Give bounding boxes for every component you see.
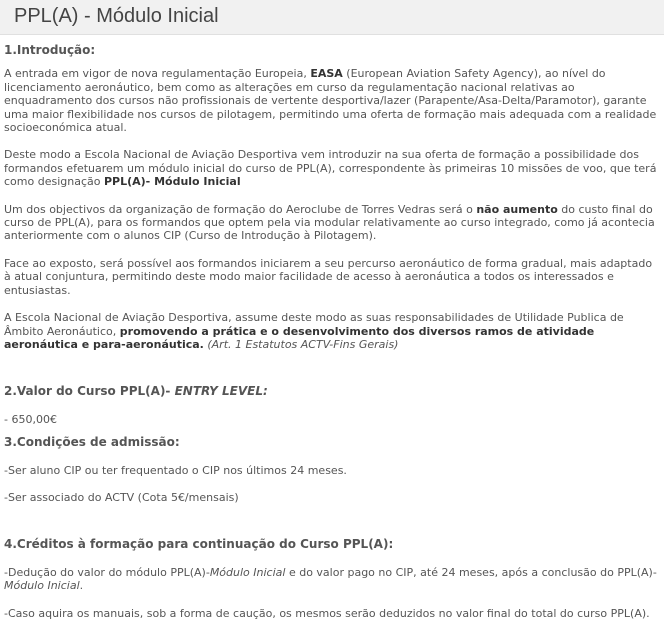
section-heading-condicoes: 3.Condições de admissão: bbox=[4, 435, 180, 450]
text: e do valor pago no CIP, até 24 meses, após a conclusão do PPL(A)- bbox=[285, 565, 657, 579]
condition-item: -Ser associado do ACTV (Cota 5€/mensais) bbox=[4, 490, 239, 504]
text: . bbox=[79, 579, 84, 593]
modulo-em: Módulo Inicial bbox=[4, 579, 80, 593]
paragraph-objectivos bbox=[4, 203, 660, 243]
section-heading-creditos: 4.Créditos à formação para continuação do Curso PPL(A): bbox=[4, 537, 394, 552]
entry-level-label: ENTRY LEVEL: bbox=[174, 384, 268, 399]
article-content bbox=[4, 44, 660, 620]
page-title: PPL(A) - Módulo Inicial bbox=[14, 5, 219, 27]
modulo-strong: PPL(A)- Módulo Inicial bbox=[103, 175, 241, 189]
promovendo-strong: promovendo a prática e o desenvolvimento dos diversos ramos de atividade aeronáutica e para-aeronáutica. bbox=[4, 324, 595, 351]
nao-aumento-strong: não aumento bbox=[476, 202, 558, 216]
text: do custo final do curso de PPL(A), para os formandos que optem pela via modular relativamente ao curso integrado, como já acontecia anteriormente com o alunos CIP (Curso de Introdução à Pilotagem). bbox=[4, 202, 655, 243]
paragraph-exposto: Face ao exposto, será possível aos formandos iniciarem a seu percurso aeronáutico de forma gradual, mais adaptado à atual conjuntura, permitindo deste modo maior facilidade de acesso à aeronáutica a todos os interessados e entusiastas. bbox=[4, 256, 653, 297]
credit-item: -Caso aquira os manuais, sob a forma de caução, os mesmos serão deduzidos no valor final do total do curso PPL(A). bbox=[4, 606, 650, 620]
credit-item bbox=[4, 566, 660, 593]
easa-strong: EASA bbox=[310, 67, 343, 81]
condition-item: -Ser aluno CIP ou ter frequentado o CIP nos últimos 24 meses. bbox=[4, 463, 347, 477]
title-bar bbox=[0, 0, 664, 35]
text: A entrada em vigor de nova regulamentação Europeia, bbox=[4, 67, 311, 81]
paragraph-escola bbox=[4, 311, 660, 351]
paragraph-modulo bbox=[4, 148, 660, 188]
estatutos-ref: (Art. 1 Estatutos ACTV-Fins Gerais) bbox=[203, 337, 399, 351]
paragraph-easa bbox=[4, 67, 660, 134]
text: (European Aviation Safety Agency), ao nível do licenciamento aeronáutico, bem como as alterações em curso da regulamentação nacional relativas ao enquadramento dos cursos não profissionais de vertente desportiva/lazer (Parapente/Asa-Delta/Paramotor), garante uma maior flexibilidade nos cursos de pilotagem, permitindo uma oferta de formação mais adequada com a realidade socioeconómica atual. bbox=[4, 67, 657, 135]
price-value: - 650,00€ bbox=[4, 412, 57, 426]
text: -Dedução do valor do módulo PPL(A)- bbox=[4, 565, 210, 579]
text: A Escola Nacional de Aviação Desportiva, assume deste modo as suas responsabilidades de Utilidade Publica de Âmbito Aeronáutico, bbox=[4, 311, 624, 338]
text: Deste modo a Escola Nacional de Aviação Desportiva vem introduzir na sua oferta de formação a possibilidade dos formandos efetuarem um módulo inicial do curso de PPL(A), correspondente às primeiras 10 missões de voo, que terá como designação bbox=[4, 148, 657, 189]
text: 2.Valor do Curso PPL(A)- bbox=[4, 384, 175, 399]
modulo-em: Módulo Inicial bbox=[209, 565, 286, 579]
section-heading-introducao: 1.Introdução: bbox=[4, 43, 96, 57]
text: Um dos objectivos da organização de formação do Aeroclube de Torres Vedras será o bbox=[4, 202, 477, 216]
section-heading-valor bbox=[4, 385, 660, 398]
